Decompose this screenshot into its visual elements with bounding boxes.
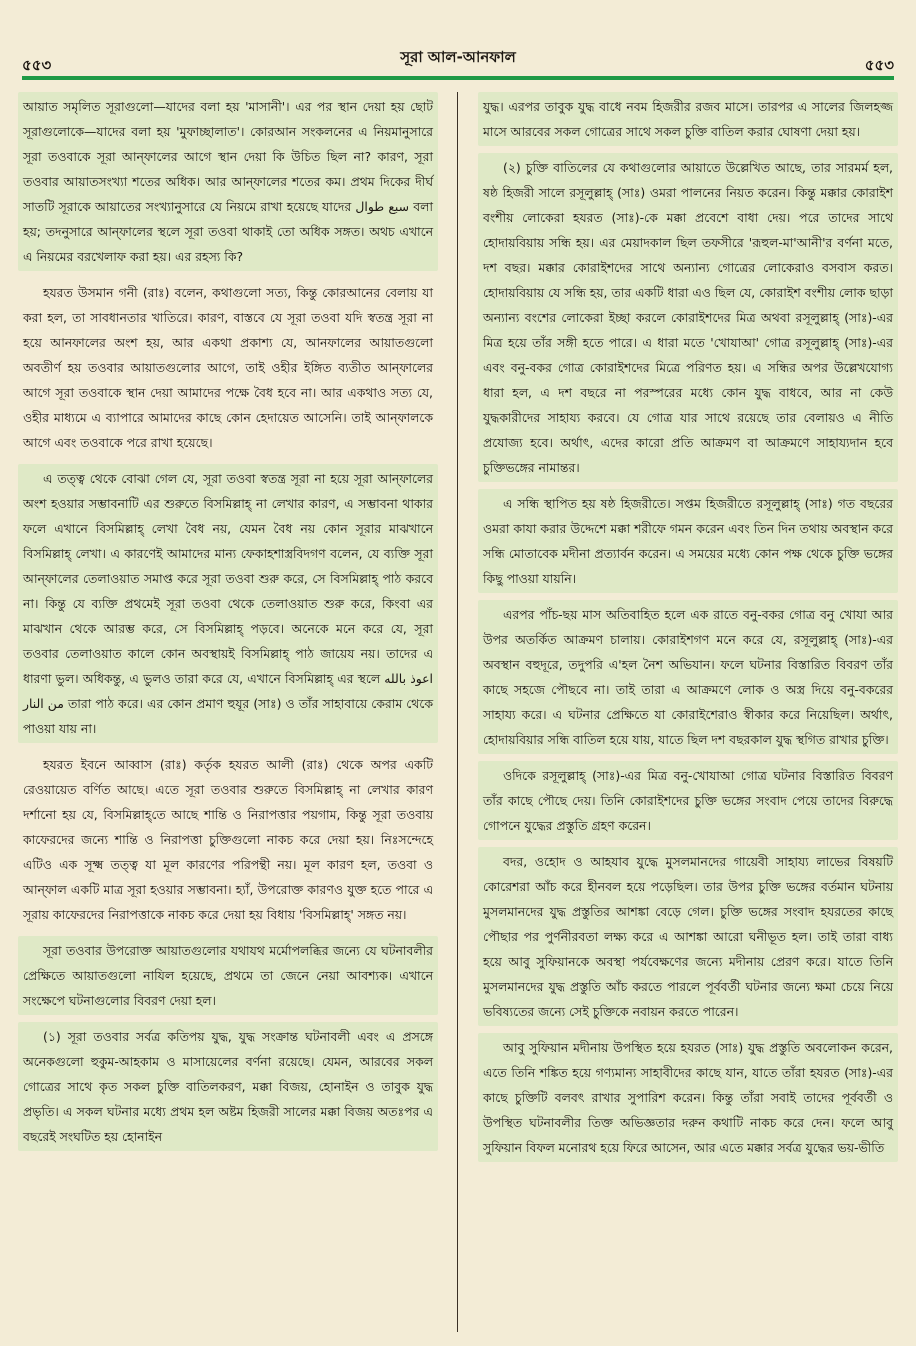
header-rule xyxy=(22,76,894,80)
running-title: সূরা আল-আনফাল xyxy=(400,48,516,66)
left-column xyxy=(18,92,438,1332)
paragraph: বদর, ওহোদ ও আহযাব যুদ্ধে মুসলমানদের গায়েবী সাহায্য লাভের বিষয়টি কোরেশরা আঁচ করে হীনবল হয়ে পড়েছিল। তার উপর চুক্তি ভঙ্গের বর্তমান ঘটনায় মুসলমানদের যুদ্ধ প্রস্তুতির আশঙ্কা বেড়ে গেল। চুক্তি ভঙ্গের সংবাদ হযরতের কাছে পৌছার পর পুর্ণনীরবতা লক্ষ্য করে এ আশঙ্কা আরো ঘনীভূত হল। তাই তারা বাধ্য হয়ে আবু সুফিয়ানকে অবস্থা পর্যবেক্ষণের জন্যে মদীনায় প্রেরণ করে। যাতে তিনি মুসলমানদের যুদ্ধ প্রস্তুতি আঁচ করতে পারলে পূর্ববর্তী ঘটনার জন্যে ক্ষমা চেয়ে নিয়ে ভবিষ্যতের জন্যে সেই চুক্তিকে নবায়ন করতে পারেন। xyxy=(478,847,898,1026)
page-number-right: ৫৫৩ xyxy=(864,56,894,74)
column-divider xyxy=(457,92,458,1332)
paragraph: এরপর পাঁচ-ছয় মাস অতিবাহিত হলে এক রাতে বনু-বকর গোত্র বনু খোযা আর উপর অতর্কিত আক্রমণ চালায়। কোরাইশগণ মনে করে যে, রসূলুল্লাহ্‌ (সাঃ)-এর অবস্থান বহুদূরে, তদুপরি এ'হল নৈশ অভিযান। ফলে ঘটনার বিস্তারিত বিবরণ তাঁর কাছে সহজে পৌছবে না। তাই তারা এ আক্রমণে লোক ও অস্ত্র দিয়ে বনু-বকরের সাহায্য করে। এ ঘটনার প্রেক্ষিতে যা কোরাইশেরাও স্বীকার করে নিয়েছিল। অর্থাৎ, হোদায়বিয়ার সন্ধি বাতিল হয়ে যায়, যাতে ছিল দশ বছরকাল যুদ্ধ স্থগিত রাখার চুক্তি। xyxy=(478,600,898,754)
paragraph: এ সন্ধি স্থাপিত হয় ষষ্ঠ হিজরীতে। সপ্তম হিজরীতে রসূলুল্লাহ্‌ (সাঃ) গত বছরের ওমরা কাযা করার উদ্দেশে মক্কা শরীফে গমন করেন এবং তিন দিন তথায় অবস্থান করে সন্ধি মোতাবেক মদীনা প্রত্যার্বন করেন। এ সময়ের মধ্যে কোন পক্ষ থেকে চুক্তি ভঙ্গের কিছু পাওয়া যায়নি। xyxy=(478,489,898,593)
paragraph: (২) চুক্তি বাতিলের যে কথাগুলোর আয়াতে উল্লেখিত আছে, তার সারমর্ম হল, ষষ্ঠ হিজরী সালে রসূলুল্লাহ্‌ (সাঃ) ওমরা পালনের নিয়ত করেন। কিন্তু মক্কার কোরাইশ বংশীয় লোকেরা হযরত (সাঃ)-কে মক্কা প্রবেশে বাধা দেয়। পরে তাদের সাথে হোদায়বিয়ায় সন্ধি হয়। এর মেয়াদকাল ছিল তফসীরে 'রূহুল-মা'আনী'র বর্ণনা মতে, দশ বছর। মক্কার কোরাইশদের সাথে অন্যান্য গোত্রের লোকেরাও বসবাস করত। হোদায়বিয়ায় যে সন্ধি হয়, তার একটি ধারা এও ছিল যে, কোরাইশ বংশীয় লোক ছাড়া অন্যান্য বংশের লোকেরা ইচ্ছা করলে কোরাইশদের মিত্র অথবা রসূলুল্লাহ্‌ (সাঃ)-এর মিত্র হয়ে তাঁর সঙ্গী হতে পারে। এ ধারা মতে 'খোযাআ' গোত্র রসূলুল্লাহ্‌ (সাঃ)-এর এবং বনু-বকর গোত্র কোরাইশদের মিত্রে পরিণত হয়। এ সন্ধির অপর উল্লেখযোগ্য ধারা হল, এ দশ বছরে না পরস্পরের মধ্যে কোন যুদ্ধ বাধবে, আর না কেউ যুদ্ধকারীদের সাহায্য করবে। যে গোত্র যার সাথে রয়েছে তার বেলায়ও এ নীতি প্রযোজ্য হবে। অর্থাৎ, এদের কারো প্রতি আক্রমণ বা আক্রমণে সাহায্যদান হবে চুক্তিভঙ্গের নামান্তর। xyxy=(478,153,898,482)
paragraph: যুদ্ধ। এরপর তাবুক যুদ্ধ বাধে নবম হিজরীর রজব মাসে। তারপর এ সালের জিলহজ্জ মাসে আরবের সকল গোত্রের সাথে সকল চুক্তি বাতিল করার ঘোষণা দেয়া হয়। xyxy=(478,92,898,146)
paragraph: হযরত ইবনে আব্বাস (রাঃ) কর্তৃক হযরত আলী (রাঃ) থেকে অপর একটি রেওয়ায়েত বর্ণিত আছে। এতে সূরা তওবার শুরুতে বিসমিল্লাহ্‌ না লেখার কারণ দর্শানো হয় যে, বিসমিল্লাহ্‌তে আছে শান্তি ও নিরাপত্তার পয়গাম, কিন্তু সূরা তওবায় কাফেরদের জন্যে শান্তি ও নিরাপত্তা চুক্তিগুলো নাকচ করে দেয়া হয়। নিঃসন্দেহে এটিও এক সূক্ষ্ম তত্ত্ব যা মূল কারণের পরিপন্থী নয়। মূল কারণ হল, তওবা ও আন্‌ফাল একটি মাত্র সূরা হওয়ার সম্ভাবনা। হ্যাঁ, উপরোক্ত কারণও যুক্ত হতে পারে এ সূরায় কাফেরদের নিরাপত্তাকে নাকচ করে দেয়া হয় বিধায় 'বিসমিল্লাহ্‌' সঙ্গত নয়। xyxy=(23,757,433,922)
page-number-left: ৫৫৩ xyxy=(22,56,52,74)
paragraph: সূরা তওবার উপরোক্ত আয়াতগুলোর যথাযথ মর্মোপলব্ধির জন্যে যে ঘটনাবলীর প্রেক্ষিতে আয়াতগুলো নাযিল হয়েছে, প্রথমে তা জেনে নেয়া আবশ্যক। এখানে সংক্ষেপে ঘটনাগুলোর বিবরণ দেয়া হল। xyxy=(18,936,438,1015)
paragraph: এ তত্ত্ব থেকে বোঝা গেল যে, সূরা তওবা স্বতন্ত্র সূরা না হয়ে সূরা আন্‌ফালের অংশ হওয়ার সম্ভাবনাটি এর শুরুতে বিসমিল্লাহ্‌ না লেখার কারণ, এ সম্ভাবনা থাকার ফলে এখানে বিসমিল্লাহ্‌ লেখা বৈধ নয়, যেমন বৈধ নয় কোন সূরার মাঝখানে বিসমিল্লাহ্‌ লেখা। এ কারণেই আমাদের মান্য ফেকাহশাস্ত্রবিদগণ বলেন, যে ব্যক্তি সূরা আন্‌ফালের তেলাওয়াত সমাপ্ত করে সূরা তওবা শুরু করে, সে বিসমিল্লাহ্‌ পাঠ করবে না। কিন্তু যে ব্যক্তি প্রথমেই সূরা তওবা থেকে তেলাওয়াত শুরু করে, কিংবা এর মাঝখান থেকে আরম্ভ করে, সে বিসমিল্লাহ্‌ পড়বে। অনেকে মনে করে যে, সূরা তওবার তেলাওয়াত কালে কোন অবস্থায়ই বিসমিল্লাহ্‌ পাঠ জায়েয নয়। তাদের এ ধারণা ভুল। অধিকন্তু, এ ভুলও তারা করে যে, এখানে বিসমিল্লাহ্‌ এর স্থলে اعوذ بالله من النار তারা পাঠ করে। এর কোন প্রমাণ হুযূর (সাঃ) ও তাঁর সাহাবায়ে কেরাম থেকে পাওয়া যায় না। xyxy=(18,464,438,743)
page-header xyxy=(22,38,894,74)
paragraph: ওদিকে রসূলুল্লাহ্‌ (সাঃ)-এর মিত্র বনু-খোযাআ গোত্র ঘটনার বিস্তারিত বিবরণ তাঁর কাছে পৌছে দেয়। তিনি কোরাইশদের চুক্তি ভঙ্গের সংবাদ পেয়ে তাদের বিরুদ্ধে গোপনে যুদ্ধের প্রস্তুতি গ্রহণ করেন। xyxy=(478,761,898,840)
paragraph: আয়াত সমৃলিত সূরাগুলো—যাদের বলা হয় 'মাসানী'। এর পর স্থান দেয়া হয় ছোট সূরাগুলোকে—যাদের বলা হয় 'মুফাচ্ছালাত'। কোরআন সংকলনের এ নিয়মানুসারে সূরা তওবাকে সূরা আন্‌ফালের আগে স্থান দেয়া কি উচিত ছিল না? কারণ, সূরা তওবার আয়াতসংখ্যা শতের অধিক। আর আন্‌ফালের শতের কম। প্রথম দিকের দীর্ঘ সাতটি সূরাকে আয়াতের সংখ্যানুসারে যে নিয়মে রাখা হয়েছে যাদের سبع طوال বলা হয়; তদনুসারে আন্‌ফালের স্থলে সূরা তওবা থাকাই তো অধিক সঙ্গত। অথচ এখানে এ নিয়মের বরখেলাফ করা হয়। এর রহস্য কি? xyxy=(18,92,438,271)
paragraph: (১) সূরা তওবার সর্বত্র কতিপয় যুদ্ধ, যুদ্ধ সংক্রান্ত ঘটনাবলী এবং এ প্রসঙ্গে অনেকগুলো হুকুম-আহকাম ও মাসায়েলের বর্ণনা রয়েছে। যেমন, আরবের সকল গোত্রের সাথে কৃত সকল চুক্তি বাতিলকরণ, মক্কা বিজয়, হোনাইন ও তাবুক যুদ্ধ প্রভৃতি। এ সকল ঘটনার মধ্যে প্রথম হল অষ্টম হিজরী সালের মক্কা বিজয় অতঃপর এ বছরেই সংঘটিত হয় হোনাইন xyxy=(18,1022,438,1151)
paragraph: আবু সুফিয়ান মদীনায় উপস্থিত হয়ে হযরত (সাঃ) যুদ্ধ প্রস্তুতি অবলোকন করেন, এতে তিনি শঙ্কিত হয়ে গণ্যমান্য সাহাবীদের কাছে যান, যাতে তাঁরা হযরত (সাঃ)-এর কাছে চুক্তিটি বলবৎ রাখার সুপারিশ করেন। কিন্তু তাঁরা সবাই তাদের পূর্ববর্তী ও উপস্থিত ঘটনাবলীর তিক্ত অভিজ্ঞতার দরুন কথাটি নাকচ করে দেন। ফলে আবু সুফিয়ান বিফল মনোরথ হয়ে ফিরে আসেন, আর এতে মক্কার সর্বত্র যুদ্ধের ভয়-ভীতি xyxy=(478,1033,898,1162)
right-column xyxy=(478,92,898,1332)
paragraph: হযরত উসমান গনী (রাঃ) বলেন, কথাগুলো সত্য, কিন্তু কোরআনের বেলায় যা করা হল, তা সাবধানতার খাতিরে। কারণ, বাস্তবে যে সূরা তওবা যদি স্বতন্ত্র সূরা না হয়ে আনফালের অংশ হয়, আর একথা প্রকাশ্য যে, আনফালের আয়াতগুলো অবতীর্ণ হয় তওবার আয়াতগুলোর আগে, তাই ওহীর ইঙ্গিত ব্যতীত আন্‌ফালের আগে সূরা তওবাকে স্থান দেয়া আমাদের পক্ষে বৈধ হবে না। আর একথাও সত্য যে, ওহীর মাধ্যমে এ ব্যাপারে আমাদের কাছে কোন হেদায়েত আসেনি। তাই আন্‌ফালকে আগে এবং তওবাকে পরে রাখা হয়েছে। xyxy=(23,285,433,450)
